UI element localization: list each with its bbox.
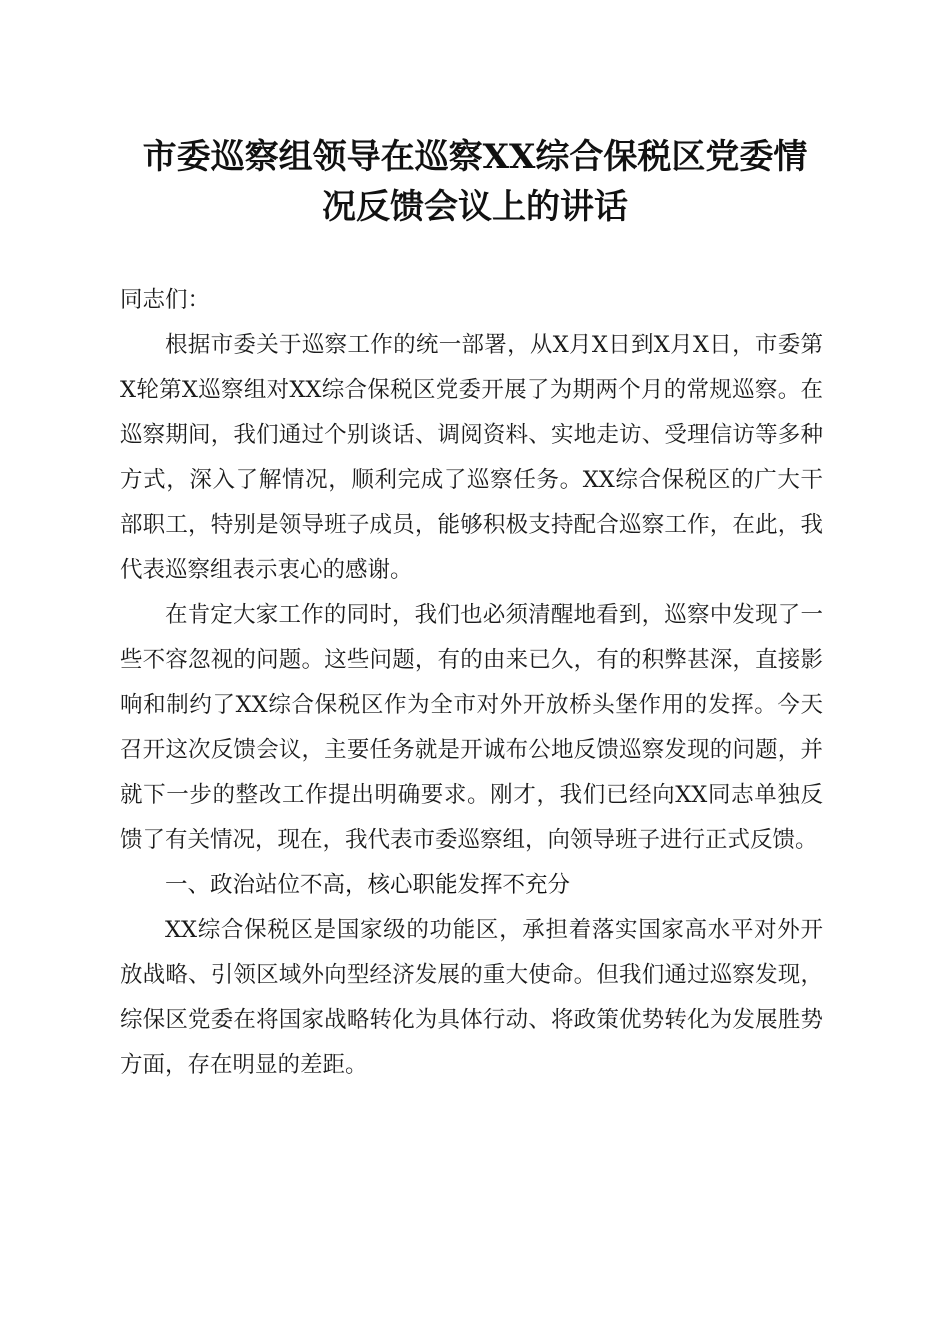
document-body bbox=[120, 278, 823, 1088]
document-title-line-1: 市委巡察组领导在巡察XX综合保税区党委情 bbox=[142, 137, 808, 177]
section-1-paragraph: XX综合保税区是国家级的功能区，承担着落实国家高水平对外开放战略、引领区域外向型经济发展的重大使命。但我们通过巡察发现，综保区党委在将国家战略转化为具体行动、将政策优势转化为发展胜势方面，存在明显的差距。 bbox=[120, 917, 823, 1078]
document-title bbox=[100, 132, 850, 232]
body-paragraph-2: 在肯定大家工作的同时，我们也必须清醒地看到，巡察中发现了一些不容忽视的问题。这些问题，有的由来已久，有的积弊甚深，直接影响和制约了XX综合保税区作为全市对外开放桥头堡作用的发挥。今天召开这次反馈会议，主要任务就是开诚布公地反馈巡察发现的问题，并就下一步的整改工作提出明确要求。刚才，我们已经向XX同志单独反馈了有关情况，现在，我代表市委巡察组，向领导班子进行正式反馈。 bbox=[120, 602, 823, 853]
salutation: 同志们： bbox=[120, 287, 211, 313]
document-title-line-2: 况反馈会议上的讲话 bbox=[322, 187, 628, 227]
section-heading-1: 一、政治站位不高，核心职能发挥不充分 bbox=[165, 872, 571, 898]
body-paragraph-1: 根据市委关于巡察工作的统一部署，从X月X日到X月X日，市委第X轮第X巡察组对XX综合保税区党委开展了为期两个月的常规巡察。在巡察期间，我们通过个别谈话、调阅资料、实地走访、受理信访等多种方式，深入了解情况，顺利完成了巡察任务。XX综合保税区的广大干部职工，特别是领导班子成员，能够积极支持配合巡察工作，在此，我代表巡察组表示衷心的感谢。 bbox=[120, 332, 823, 583]
